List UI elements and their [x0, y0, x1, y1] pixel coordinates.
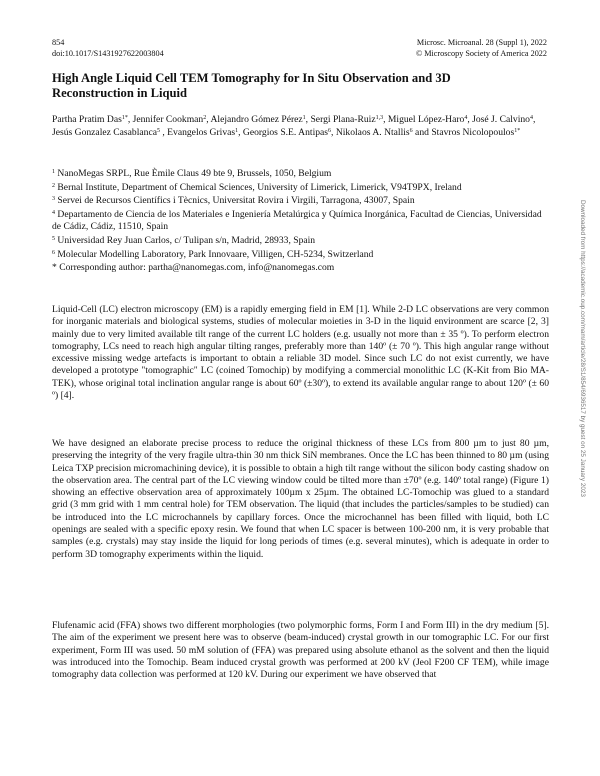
author-affiliation-mark: 4: [529, 115, 533, 121]
doi[interactable]: doi:10.1017/S1431927622003804: [52, 48, 164, 58]
affiliation-number: 1: [52, 169, 55, 175]
affiliation-text: Bernal Institute, Department of Chemical Sciences, University of Limerick, Limerick, V94T9PX, Ireland: [57, 181, 462, 193]
author-name: Evangelos Grivas: [167, 127, 236, 139]
author-name: Partha Pratim Das: [52, 114, 122, 125]
download-notice: [578, 200, 588, 580]
download-notice-text[interactable]: Downloaded from https://academic.oup.com/mam/article/28/S1/854/6936517 by guest on 25 January 2023: [579, 200, 586, 497]
affiliation-item: [52, 209, 549, 233]
paragraph-1: Liquid-Cell (LC) electron microscopy (EM) is a rapidly emerging field in EM [1]. While 2-D LC observations are very common for inorganic materials and biological systems, studies of molecular moieties in 3-D in the liquid environment are scarce [2, 3] mainly due to very limited available tilt range of the current LC holders (e.g. usually not more than ± 35 º). To perform electron tomography, LCs need to reach high angular tilting ranges, preferably more than 140º (± 70 º). This high angular range without excessive missing wedge artefacts is important to obtain a reliable 3D model. Since such LC do not exist currently, we have developed a prototype "tomographic" LC (coined Tomochip) by modifying a commercial monolithic LC (K-Kit from Bio MA-TEK), whose original total inclination angular range is about 60º (±30º), to extend its available angular range to about 120º (± 60 º) [4].: [52, 304, 549, 402]
author-name: Georgios S.E. Antipas: [242, 127, 329, 139]
journal-citation: Microsc. Microanal. 28 (Suppl 1), 2022: [416, 38, 547, 47]
affiliation-number: 4: [52, 210, 55, 217]
author-list: Partha Pratim Das$^{1*}$, Jennifer Cookman$^2$, Alejandro Gómez Pérez$^1$, Sergi Plana-Ruiz$^{1,3}$, Miguel López-Haro$^4$, José J. Calvino$^4$, Jesús Gonzalez Casablanca$^5$ , Evangelos Grivas$^1$, Georgios S.E. Antipas$^6$, Nikolaos A. Ntallis$^6$ and Stavros Nicolopoulos$^{1*}$: [52, 114, 536, 139]
author-name: Miguel López-Haro: [387, 114, 465, 125]
affiliation-item: [52, 168, 549, 180]
author-name: Jesús Gonzalez Casablanca: [52, 127, 157, 139]
author-affiliation-mark: 5: [156, 128, 160, 135]
header-right: [416, 38, 547, 59]
affiliation-number: 5: [52, 236, 55, 243]
corresponding-author: [52, 262, 549, 274]
paragraph-2: We have designed an elaborate precise process to reduce the original thickness of these LCs from 800 µm to just 80 µm, preserving the integrity of the very fragile ultra-thin 30 nm thick SiN membranes. Once the LC has been thinned to 80 µm (using Leica TXP precision micromachining device), it is possible to obtain a high tilt range without the silicon body casting shadow on the observation area. The central part of the LC viewing window could be tilted more than ±70º (e.g. 140º total range) (Figure 1) showing an effective observation area of approximately 100µm x 25µm. The obtained LC-Tomochip was glued to a standard grid (3 mm grid with 1 mm central hole) for TEM observation. The liquid (that includes the particles/samples to be studied) can be introduced into the LC microchannels by capillary forces. Once the microchannel has been filled with liquid, both LC openings are sealed with a specific epoxy resin. We found that when LC spacer is between 100-200 nm, it is very probable that samples (e.g. crystals) may stay inside the liquid for long periods of times (e.g. several minutes), which is adequate in order to perform 3D tomography experiments within the liquid.: [52, 438, 549, 560]
affiliation-text: NanoMegas SRPL, Rue Èmile Claus 49 bte 9, Brussels, 1050, Belgium: [57, 168, 332, 179]
affiliation-item: [52, 182, 549, 194]
affiliation-number: 6: [52, 249, 55, 256]
author-name: José J. Calvino: [472, 114, 530, 125]
affiliation-text: Departamento de Ciencia de los Materiales e Ingeniería Metalúrgica y Química Inorgánica, Facultad de Ciencias, Universidad de Cádiz, Cádiz, 11510, Spain: [52, 209, 542, 233]
affiliation-text: Servei de Recursos Científics i Tècnics, Universitat Rovira i Virgili, Tarragona, 43007, Spain: [57, 195, 415, 207]
author-name: Alejandro Gómez Pérez: [210, 114, 303, 125]
affiliation-item: [52, 235, 549, 247]
paper-title: High Angle Liquid Cell TEM Tomography for In Situ Observation and 3D Reconstruction in Liquid: [52, 71, 451, 100]
affiliation-item: [52, 249, 549, 261]
author-affiliation-mark: 6: [328, 128, 332, 135]
author-name: Sergi Plana-Ruiz: [310, 114, 376, 125]
author-affiliation-mark: 1,3: [375, 115, 384, 121]
paragraph-3: Flufenamic acid (FFA) shows two different morphologies (two polymorphic forms, Form I and Form III) in the dry medium [5]. The aim of the experiment we present here was to observe (beam-induced) crystal growth in our tomographic LC. For our first experiment, Form III was used. 50 mM solution of (FFA) was prepared using absolute ethanol as the solvent and then the liquid was introduced into the Tomochip. Beam induced crystal growth was performed at 200 kV (Jeol F200 CF TEM), while image tomography data collection was performed at 120 kV. During our experiment we have observed that: [52, 620, 549, 681]
author-name: Jennifer Cookman: [132, 114, 204, 125]
affiliation-text: Molecular Modelling Laboratory, Park Innovaare, Villigen, CH-5234, Switzerland: [57, 248, 374, 260]
author-affiliation-mark: 1: [302, 115, 306, 121]
affiliation-number: 3: [52, 196, 55, 203]
author-affiliation-mark: 1*: [514, 128, 521, 135]
copyright: © Microscopy Society of America 2022: [415, 48, 547, 58]
affiliation-list: [52, 168, 549, 276]
author-affiliation-mark: 2: [203, 115, 207, 121]
author-name: Nikolaos A. Ntallis: [335, 127, 410, 139]
affiliation-number: 2: [52, 182, 55, 189]
author-affiliation-mark: 1*: [121, 115, 128, 121]
page-number: 854: [52, 38, 65, 47]
affiliation-text: Universidad Rey Juan Carlos, c/ Tulipan s/n, Madrid, 28933, Spain: [57, 235, 316, 247]
author-affiliation-mark: 4: [464, 115, 468, 121]
author-affiliation-mark: 1: [235, 128, 239, 135]
author-name: Stavros Nicolopoulos: [431, 127, 515, 139]
affiliation-text: * Corresponding author: partha@nanomegas.com, info@nanomegas.com: [52, 262, 335, 274]
header-left: [52, 38, 164, 59]
author-affiliation-mark: 6: [409, 128, 413, 135]
affiliation-item: [52, 195, 549, 207]
